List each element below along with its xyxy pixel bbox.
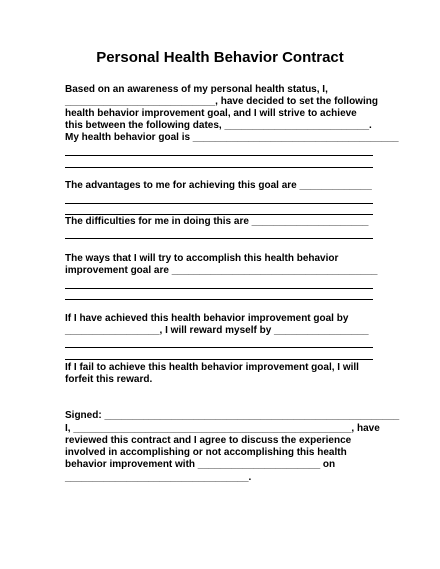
- forfeit-line-2: forfeit this reward.: [65, 374, 153, 385]
- reward-line-1: If I have achieved this health behavior improvement goal by: [65, 313, 349, 324]
- agreement-line-3: behavior improvement with ______________________ on: [65, 459, 336, 470]
- difficulties-line: The difficulties for me in doing this are _____________________: [65, 216, 369, 227]
- intro-line-4: this between the following dates, __________________________.: [65, 120, 372, 131]
- signature-name-line: I, __________________________________________________, have: [65, 423, 380, 434]
- reward-blank-1: [65, 347, 373, 348]
- goal-blank-2: [65, 167, 373, 168]
- difficulties-blank-1: [65, 238, 373, 239]
- reward-line-2: _________________, I will reward myself by _________________: [65, 325, 369, 336]
- agreement-line-4: _________________________________.: [65, 472, 252, 483]
- goal-blank-1: [65, 155, 373, 156]
- advantages-blank-1: [65, 203, 373, 204]
- intro-line-2: ___________________________, have decided to set the following: [65, 96, 378, 107]
- ways-blank-2: [65, 299, 373, 300]
- reward-blank-2: [65, 359, 373, 360]
- signed-line: Signed: _____________________________________________________: [65, 410, 400, 421]
- advantages-blank-2: [65, 214, 373, 215]
- intro-line-3: health behavior improvement goal, and I will strive to achieve: [65, 108, 357, 119]
- forfeit-line-1: If I fail to achieve this health behavior improvement goal, I will: [65, 362, 359, 373]
- page-title: Personal Health Behavior Contract: [96, 49, 344, 66]
- intro-line-1: Based on an awareness of my personal health status, I,: [65, 84, 328, 95]
- advantages-line: The advantages to me for achieving this goal are _____________: [65, 180, 372, 191]
- goal-line: My health behavior goal is _____________________________________: [65, 132, 399, 143]
- agreement-line-1: reviewed this contract and I agree to discuss the experience: [65, 435, 352, 446]
- agreement-line-2: involved in accomplishing or not accomplishing this health: [65, 447, 347, 458]
- ways-blank-1: [65, 288, 373, 289]
- ways-line-1: The ways that I will try to accomplish this health behavior: [65, 253, 339, 264]
- ways-line-2: improvement goal are _____________________________________: [65, 265, 378, 276]
